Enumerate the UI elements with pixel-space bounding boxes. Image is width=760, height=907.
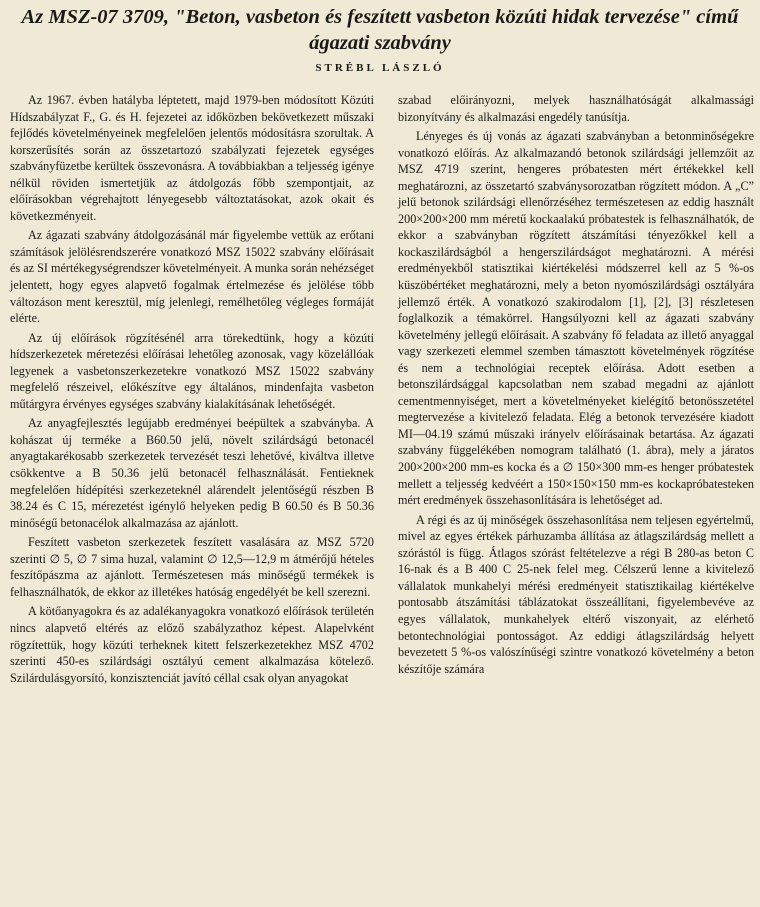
paragraph: Az ágazati szabvány átdolgozásánál már figyelembe vettük az erőtani számítások jelölésrendszerére vonatkozó MSZ 15022 szabvány előírásait és az SI mértékegységrendszer követelményeit. A munka során nehézséget jelentett, hogy egyes alapvető fogalmak értelmezése és jelölése több változáson ment keresztül, míg jelenlegi, remélhetőleg végleges formáját elérte. <box>10 228 374 326</box>
paragraph: Az anyagfejlesztés legújabb eredményei beépültek a szabványba. A kohászat új terméke a B60.50 jelű, növelt szilárdságú betonacél anyagtakarékosabb szerkezetek tervezését teszi lehetővé, kiváltva illetve csökkentve a B 50.36 jelű betonacél felhasználását. Fentieknek megfelelően hídépítési szerkezeteknél alárendelt jelentőségű részben B 38.24 és C 15, mérezetést igénylő helyeken pedig B 60.50 és B 50.36 minőségű betonacélok alkalmazása az ajánlott. <box>10 416 374 530</box>
paragraph: A kötőanyagokra és az adalékanyagokra vonatkozó előírások területén nincs alapvető eltérés az előző szabályzathoz képest. Alapelvként rögzítettük, hogy közúti terheknek kitett felszerkezetekhez MSZ 4702 szerinti 450-es szilárdsági osztályú cement alkalmazása kötelező. Szilárdulásgyorsító, konzisztenciát javító céllal csak olyan anyagokat <box>10 604 374 685</box>
article-title: Az MSZ-07 3709, "Beton, vasbeton és feszített vasbeton közúti hidak tervezése" című ágazati szabvány <box>21 6 739 54</box>
article-author: STRÉBL LÁSZLÓ <box>315 62 445 74</box>
left-column <box>10 92 374 689</box>
paragraph: Az új előírások rögzítésénél arra törekedtünk, hogy a közúti hídszerkezetek méretezési előírásai lehetőleg azonosak, vagy közelállóak legyenek a vasbetonszerkezetekre vonatkozó MSZ 15022 szabvány megfelelő részeivel, előkészítve egy általános, mindenfajta vasbeton műtárgyra érvényes egységes szabvány kialakításának lehetőségét. <box>10 330 374 411</box>
paragraph: Feszített vasbeton szerkezetek feszített vasalására az MSZ 5720 szerinti ∅ 5, ∅ 7 sima huzal, valamint ∅ 12,5—12,9 m átmérőjű hételes feszítőpászma az ajánlott. Természetesen más minőségű termékek is felhasználhatók, de ekkor az illetékes hatóság engedélyét be kell szerezni. <box>10 535 374 599</box>
paragraph: szabad előirányozni, melyek használhatóságát alkalmassági bizonyítvány és alkalmazási engedély tanúsítja. <box>398 93 754 124</box>
paragraph: Lényeges és új vonás az ágazati szabványban a betonminőségekre vonatkozó előírás. Az alkalmazandó betonok szilárdsági jellemzőit az MSZ 4719 szerint, hengeres próbatesten mért értékekkel kell meghatározni, az összetartó szabványsorozatban rögzített módon. A „C” jelű betonok szilárdsági ellenőrzéséhez természetesen az eddig használt 200×200×200 mm méretű kockaalakú próbatestek is felhasználhatók, de ekkor a szabványban rögzített átszámítási tényezőkkel kell a kockaszilárdságból a hengerszilárdságot meghatározni. A mérési eredményekből statisztikai kiértékelési módszerrel kell az 5 %-os küszöbértéket meghatározni, mely a beton nyomószilárdsági osztályára jellemző érték. A vonatkozó szakirodalom [1], [2], [3] részletesen foglalkozik a témakörrel. Hangsúlyozni kell az ágazati szabvány követelmény jellegű előírásait. A szabvány fő feladata az illető anyaggal vagy szerkezeti elemmel szemben támasztott követelmények rögzítése és nem a technológiai receptek előírása. Adott esetben a betonszilárdsággal kapcsolatban nem szabad megadni az ajánlott cementmennyiséget, mert a követelményeket kielégítő betonösszetétel megtervezése a kivitelező feladata. Elég a betonok tervezésére kiadott MI—04.19 számú műszaki irányelv előírásainak betartása. Az ágazati szabvány függelékében nomogram található (1. ábra), mely a járatos 200×200×200 mm-es kocka és a ∅ 150×300 mm-es henger próbatestek mellett a teljesség kedvéért a 150×150×150 mm-es kockapróbatesteken mért eredmények összehasonlítására is lehetőséget ad. <box>398 129 754 508</box>
right-column <box>398 92 754 680</box>
paragraph: Az 1967. évben hatályba léptetett, majd 1979-ben módosított Közúti Hídszabályzat F., G. és H. fejezetei az időközben bekövetkezett műszaki fejlődés követelményeinek megfelelően jelentős módosításra szorultak. A korszerűsítés során az összetartozó szabályzati fejezetek egységes szabványfüzetbe kerültek összevonásra. A továbbiakban a teljesség igénye nélkül röviden ismertetjük az átdolgozás főbb szempontjait, az előírásokban végrehajtott lényegesebb változtatásokat, azok okait és következményeit. <box>10 93 374 223</box>
paragraph: A régi és az új minőségek összehasonlítása nem teljesen egyértelmű, mivel az egyes értékek párhuzamba állítása az átlagszilárdság mellett a szórástól is függ. Átlagos szórást feltételezve a régi B 280-as beton C 16-nak és a B 400 C 25-nek felel meg. Célszerű lenne a kivitelező vállalatok munkahelyi mérési eredményeit statisztikailag kiértékelve pontosabb átszámítási táblázatokat összeállítani, figyelembevéve az egyes vállalatok, munkahelyek eltérő viszonyait, az elérhető betontechnológiai pontosságot. Az eddigi átlagszilárdság helyett bevezetett 5 %-os valószínűségi szintre vonatkozó követelmény a beton készítője számára <box>398 512 754 676</box>
